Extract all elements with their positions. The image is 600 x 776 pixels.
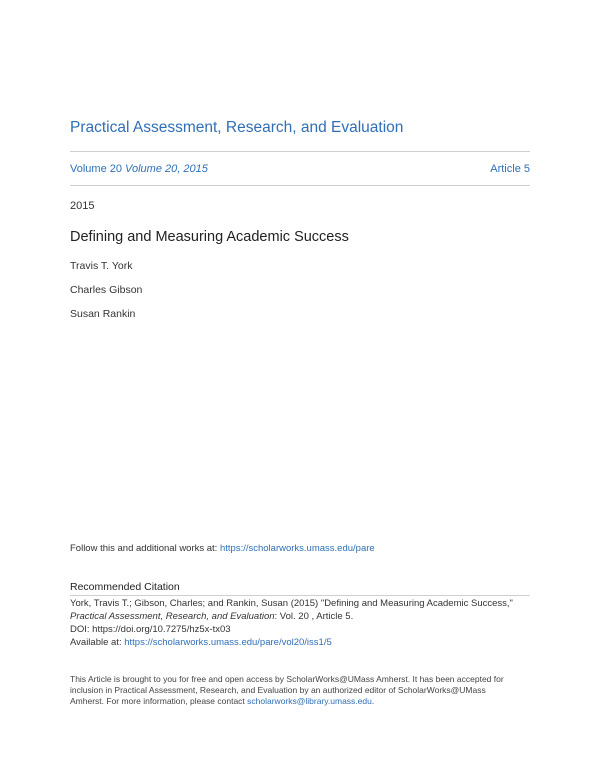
journal-title-link[interactable]: Practical Assessment, Research, and Evaluation	[70, 119, 404, 136]
divider-citation	[70, 595, 530, 596]
issue-link[interactable]: Volume 20, 2015	[125, 163, 208, 175]
divider-top	[70, 151, 530, 152]
available-url-link[interactable]: https://scholarworks.umass.edu/pare/vol20/iss1/5	[124, 637, 332, 648]
available-label: Available at:	[70, 637, 125, 648]
publication-year: 2015	[70, 200, 95, 212]
volume-line	[70, 163, 208, 175]
recommended-citation-heading: Recommended Citation	[70, 581, 180, 593]
citation-doi: DOI: https://doi.org/10.7275/hz5x-tx03	[70, 624, 231, 635]
author-1: Travis T. York	[70, 260, 133, 272]
footer-period: .	[371, 696, 375, 706]
citation-line-2	[70, 611, 353, 622]
footer-contact-text: Amherst. For more information, please contact	[70, 696, 248, 706]
follow-url-link[interactable]: https://scholarworks.umass.edu/pare	[219, 543, 375, 554]
author-2: Charles Gibson	[70, 284, 143, 296]
citation-line-1: York, Travis T.; Gibson, Charles; and Rankin, Susan (2015) "Defining and Measuring Academic Success,"	[70, 598, 513, 609]
follow-line	[70, 543, 375, 554]
citation-volume: : Vol. 20 , Article 5.	[274, 611, 354, 622]
volume-link[interactable]: Volume 20	[70, 163, 122, 175]
author-3: Susan Rankin	[70, 308, 136, 320]
divider-mid	[70, 185, 530, 186]
contact-email-link[interactable]: scholarworks@library.umass.edu	[247, 696, 372, 706]
footer-line-3	[70, 696, 374, 706]
citation-available	[70, 637, 332, 648]
paper-title: Defining and Measuring Academic Success	[70, 229, 349, 245]
article-number-link[interactable]: Article 5	[490, 163, 530, 175]
citation-journal: Practical Assessment, Research, and Evaluation	[70, 611, 275, 622]
follow-text: Follow this and additional works at:	[70, 543, 220, 554]
footer-line-2: inclusion in Practical Assessment, Research, and Evaluation by an authorized editor of ScholarWorks@UMass	[70, 685, 486, 695]
footer-line-1: This Article is brought to you for free and open access by ScholarWorks@UMass Amherst. It has been accepted for	[70, 674, 504, 684]
